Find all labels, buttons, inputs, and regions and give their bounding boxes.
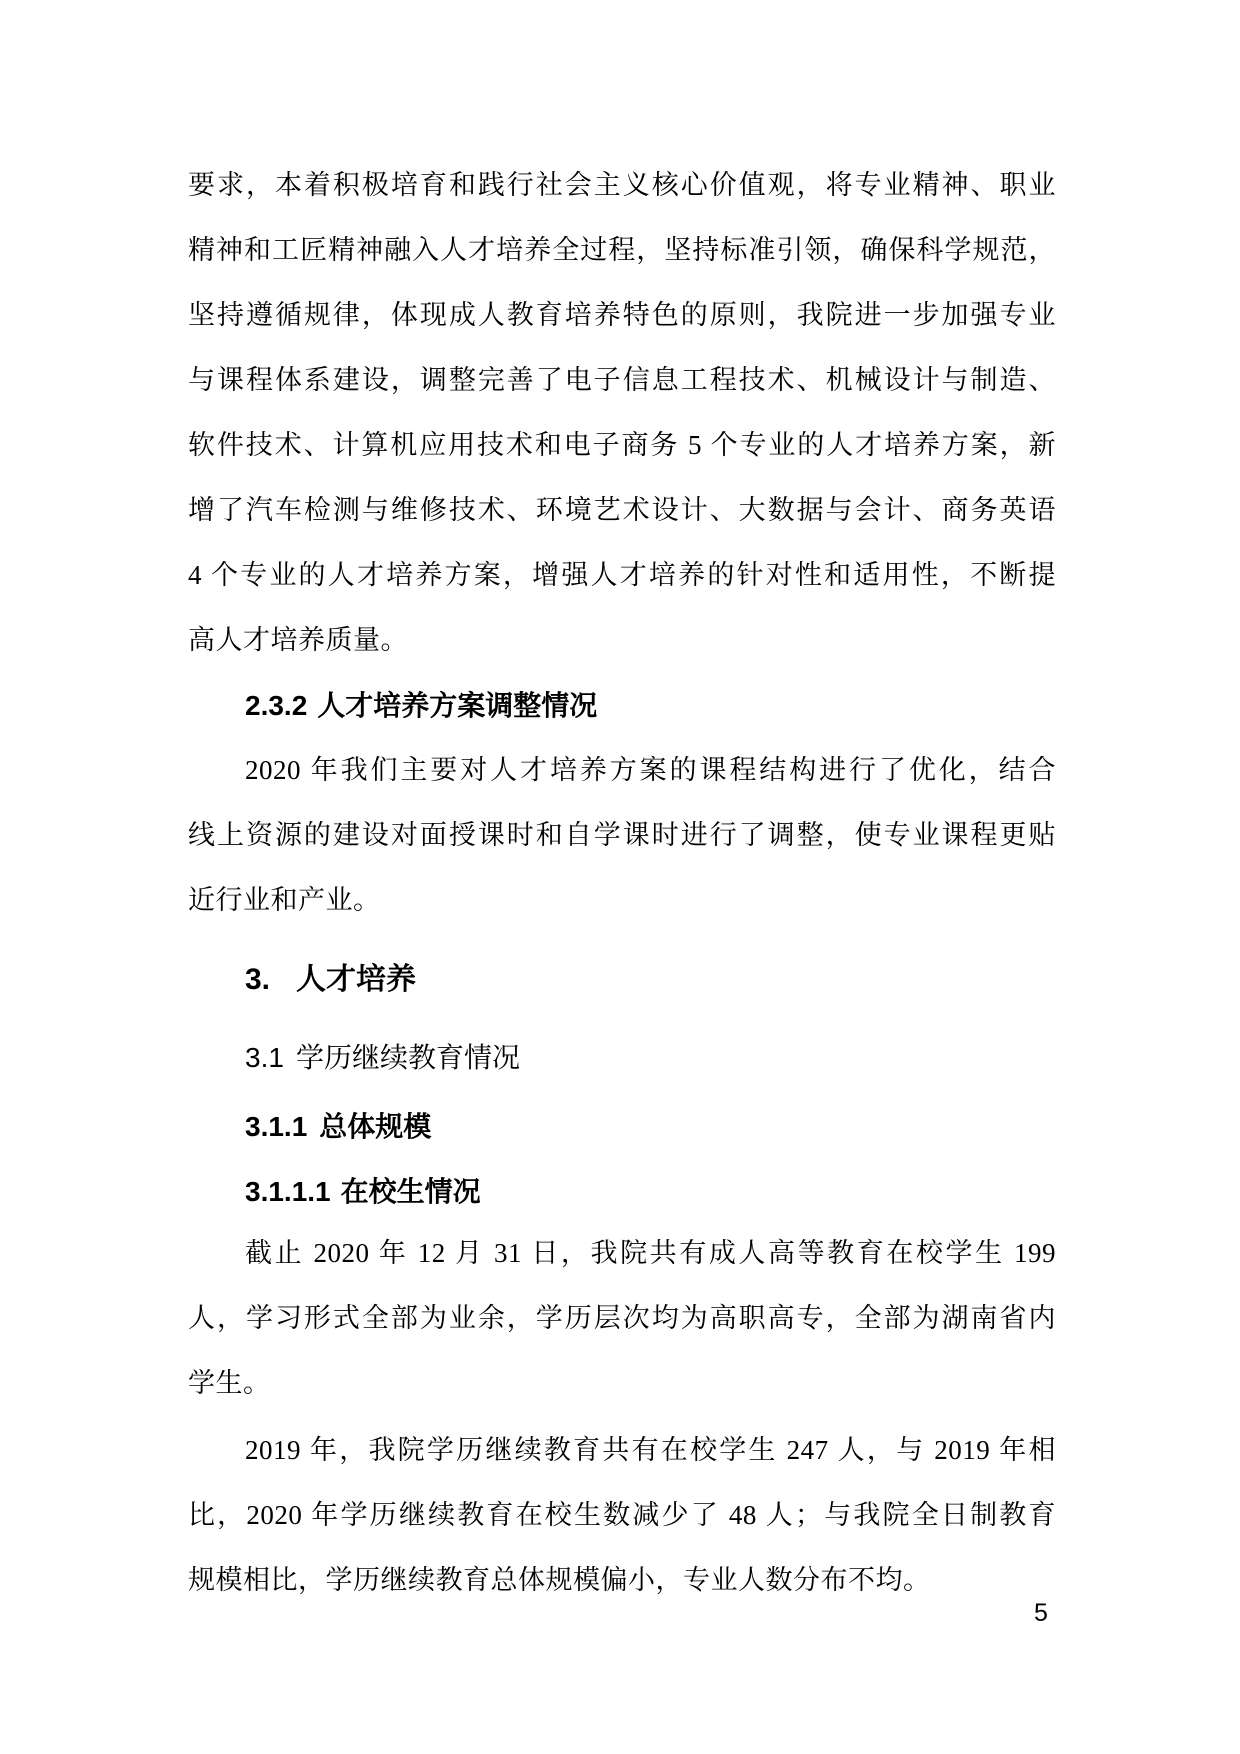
heading-2-3-2 [245, 673, 597, 739]
heading-title: 学历继续教育情况 [295, 1043, 520, 1074]
heading-3 [245, 945, 416, 1015]
body-text-line: 与课程体系建设，调整完善了电子信息工程技术、机械设计与制造、 [188, 365, 1056, 395]
paragraph-comparison [188, 1418, 1056, 1613]
body-text-line: 线上资源的建设对面授课时和自学课时进行了调整，使专业课程更贴 [188, 820, 1056, 850]
heading-number: 3. [245, 963, 271, 996]
heading-3-1 [245, 1023, 520, 1094]
body-text-line: 2019 年，我院学历继续教育共有在校学生 247 人，与 2019 年相 [245, 1435, 1056, 1465]
body-text-line: 精神和工匠精神融入人才培养全过程，坚持标准引领，确保科学规范， [188, 235, 1056, 265]
body-text-line: 高人才培养质量。 [188, 625, 408, 655]
page-number: 5 [1034, 1599, 1048, 1627]
paragraph-continuation [188, 153, 1056, 673]
paragraph-adjustment [188, 738, 1056, 933]
body-text-line: 2020 年我们主要对人才培养方案的课程结构进行了优化，结合 [245, 755, 1056, 785]
heading-title: 人才培养 [296, 963, 417, 996]
body-text-line: 学生。 [188, 1368, 271, 1398]
paragraph-enrollment [188, 1221, 1056, 1416]
heading-3-1-1-1 [245, 1157, 481, 1228]
heading-title: 人才培养方案调整情况 [317, 691, 598, 722]
heading-number: 3.1.1.1 [245, 1176, 331, 1207]
heading-number: 2.3.2 [245, 690, 308, 721]
body-text-line: 近行业和产业。 [188, 885, 381, 915]
body-text-line: 截止 2020 年 12 月 31 日，我院共有成人高等教育在校学生 199 [245, 1238, 1056, 1268]
body-text-line: 坚持遵循规律，体现成人教育培养特色的原则，我院进一步加强专业 [188, 300, 1056, 330]
body-text-line: 4 个专业的人才培养方案，增强人才培养的针对性和适用性，不断提 [188, 560, 1056, 590]
body-text-line: 比，2020 年学历继续教育在校生数减少了 48 人；与我院全日制教育 [188, 1500, 1056, 1530]
heading-number: 3.1 [245, 1042, 284, 1073]
heading-title: 在校生情况 [340, 1177, 481, 1208]
body-text-line: 规模相比，学历继续教育总体规模偏小，专业人数分布不均。 [188, 1565, 931, 1595]
body-text-line: 增了汽车检测与维修技术、环境艺术设计、大数据与会计、商务英语 [188, 495, 1056, 525]
heading-number: 3.1.1 [245, 1111, 308, 1142]
heading-3-1-1 [245, 1092, 431, 1163]
body-text-line: 要求，本着积极培育和践行社会主义核心价值观，将专业精神、职业 [188, 170, 1056, 200]
heading-title: 总体规模 [319, 1112, 432, 1143]
body-text-line: 人，学习形式全部为业余，学历层次均为高职高专，全部为湖南省内 [188, 1303, 1056, 1333]
body-text-line: 软件技术、计算机应用技术和电子商务 5 个专业的人才培养方案，新 [188, 430, 1056, 460]
